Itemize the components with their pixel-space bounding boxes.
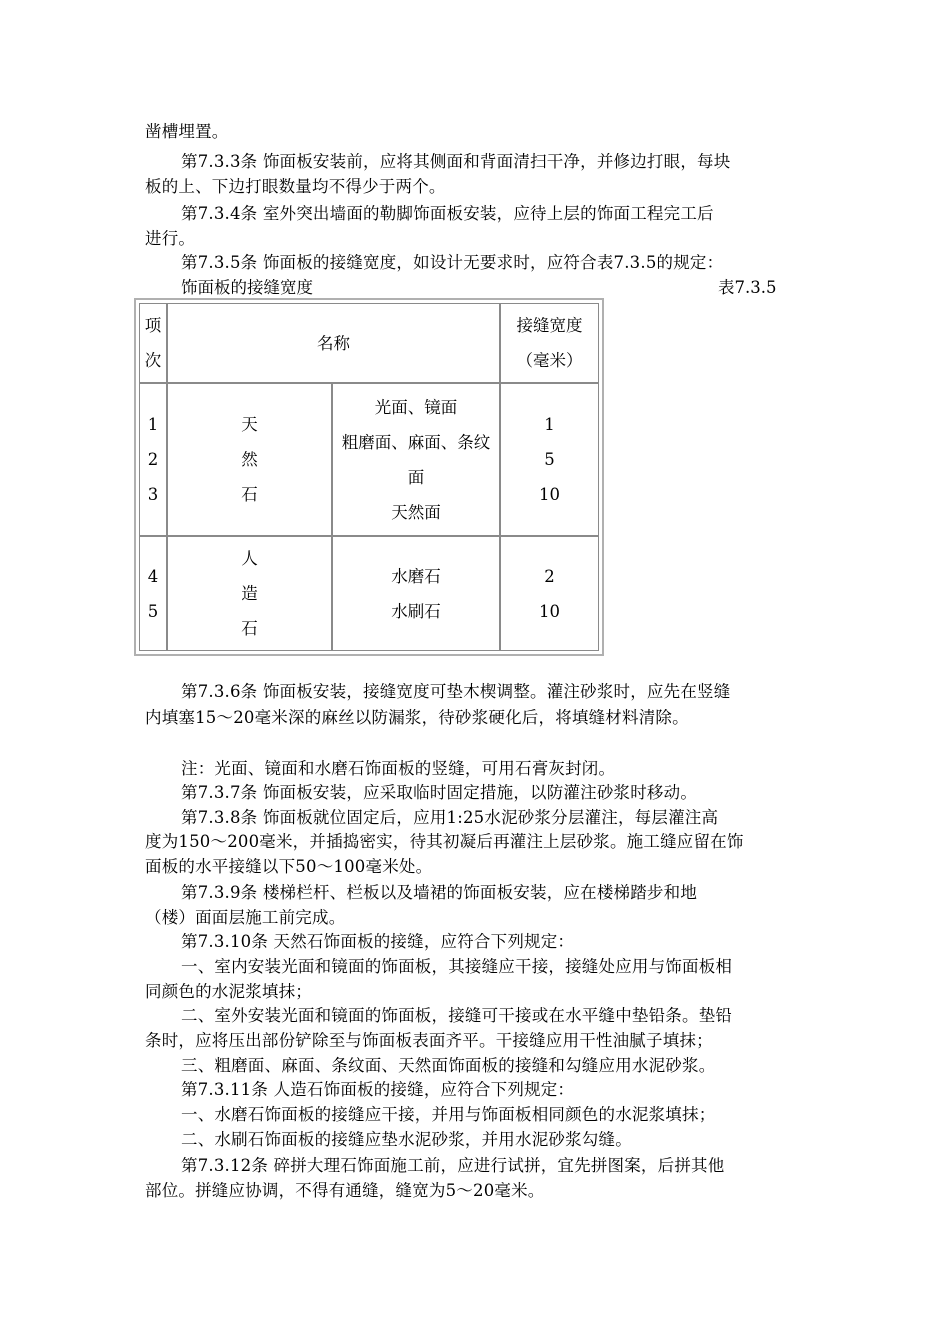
text-line: 第7.3.6条 饰面板安装，接缝宽度可垫木楔调整。灌注砂浆时，应先在竖缝: [181, 682, 731, 701]
text-line: 第7.3.8条 饰面板就位固定后，应用1:25水泥砂浆分层灌注，每层灌注高: [181, 808, 719, 827]
text-line: 二、水刷石饰面板的接缝应垫水泥砂浆，并用水泥砂浆勾缝。: [181, 1130, 632, 1149]
text-line: 一、室内安装光面和镜面的饰面板，其接缝应干接，接缝处应用与饰面板相: [181, 957, 733, 976]
index-text: 5: [147, 601, 159, 621]
text-line: 第7.3.5条 饰面板的接缝宽度，如设计无要求时，应符合表7.3.5的规定：: [181, 253, 724, 272]
header-text: （毫米）: [516, 351, 583, 370]
text-line: 第7.3.3条 饰面板安装前，应将其侧面和背面清扫干净，并修边打眼，每块: [181, 152, 731, 171]
category-cell: [167, 383, 332, 536]
item-cell: [332, 383, 500, 536]
text-line: 部位。拼缝应协调，不得有通缝，缝宽为5～20毫米。: [145, 1181, 545, 1200]
text-line: 第7.3.7条 饰面板安装，应采取临时固定措施，以防灌注砂浆时移动。: [181, 783, 698, 802]
text-line: 第7.3.10条 天然石饰面板的接缝，应符合下列规定：: [181, 932, 575, 951]
text-line: 凿槽埋置。: [145, 122, 229, 141]
joint-width-table: [134, 298, 604, 656]
header-index-cell: [139, 303, 167, 383]
width-cell: [500, 383, 599, 536]
text-line: 进行。: [145, 229, 196, 248]
header-text: 接缝宽度: [516, 316, 583, 335]
text-line: 板的上、下边打眼数量均不得少于两个。: [145, 177, 446, 196]
item-text: 光面、镜面: [374, 397, 458, 417]
width-text: 10: [539, 485, 560, 504]
index-cell: [139, 536, 167, 651]
width-cell: [500, 536, 599, 651]
width-text: 5: [544, 450, 555, 469]
category-text: 人: [241, 549, 258, 568]
category-text: 然: [241, 450, 258, 469]
index-text: 4: [147, 566, 159, 586]
header-text: 名称: [317, 333, 350, 353]
text-line: 第7.3.4条 室外突出墙面的勒脚饰面板安装，应待上层的饰面工程完工后: [181, 204, 714, 223]
item-text: 天然面: [391, 502, 441, 522]
header-width-cell: [500, 303, 599, 383]
text-line: 三、粗磨面、麻面、条纹面、天然面饰面板的接缝和勾缝应用水泥砂浆。: [181, 1056, 716, 1075]
item-text: 面: [407, 467, 425, 487]
category-text: 石: [241, 485, 258, 504]
width-text: 10: [539, 601, 560, 621]
header-text: 项: [144, 316, 162, 335]
index-text: 3: [147, 485, 159, 504]
table-number: 表7.3.5: [718, 278, 777, 297]
category-text: 石: [241, 619, 258, 638]
text-line: 二、室外安装光面和镜面的饰面板，接缝可干接或在水平缝中垫铅条。垫铅: [181, 1006, 733, 1025]
category-text: 造: [241, 584, 258, 603]
width-text: 2: [544, 566, 555, 586]
category-cell: [167, 536, 332, 651]
text-line: 第7.3.9条 楼梯栏杆、栏板以及墙裙的饰面板安装，应在楼梯踏步和地: [181, 883, 698, 902]
note-line: 注：光面、镜面和水磨石饰面板的竖缝，可用石膏灰封闭。: [181, 759, 616, 778]
text-line: 面板的水平接缝以下50～100毫米处。: [145, 857, 433, 876]
item-cell: [332, 536, 500, 651]
text-line: 内填塞15～20毫米深的麻丝以防漏浆，待砂浆硬化后，将填缝材料清除。: [145, 708, 689, 727]
item-text: 粗磨面、麻面、条纹: [341, 432, 491, 452]
text-line: 条时，应将压出部份铲除至与饰面板表面齐平。干接缝应用干性油腻子填抹；: [145, 1031, 713, 1050]
index-text: 1: [147, 415, 159, 434]
text-line: 度为150～200毫米，并插捣密实，待其初凝后再灌注上层砂浆。施工缝应留在饰: [145, 832, 744, 851]
text-line: 同颜色的水泥浆填抹；: [145, 982, 312, 1001]
text-line: 第7.3.11条 人造石饰面板的接缝，应符合下列规定：: [181, 1080, 575, 1099]
width-text: 1: [544, 415, 555, 434]
item-text: 水磨石: [391, 566, 441, 586]
text-line: 第7.3.12条 碎拼大理石饰面施工前，应进行试拼，宜先拼图案，后拼其他: [181, 1156, 725, 1175]
text-line: 一、水磨石饰面板的接缝应干接，并用与饰面板相同颜色的水泥浆填抹；: [181, 1105, 716, 1124]
header-name-cell: [167, 303, 500, 383]
table-caption: 饰面板的接缝宽度: [181, 278, 313, 297]
text-line: （楼）面面层施工前完成。: [145, 908, 346, 927]
item-text: 水刷石: [391, 601, 441, 621]
header-text: 次: [144, 351, 162, 370]
index-cell: [139, 383, 167, 536]
category-text: 天: [241, 415, 258, 434]
index-text: 2: [147, 450, 159, 469]
